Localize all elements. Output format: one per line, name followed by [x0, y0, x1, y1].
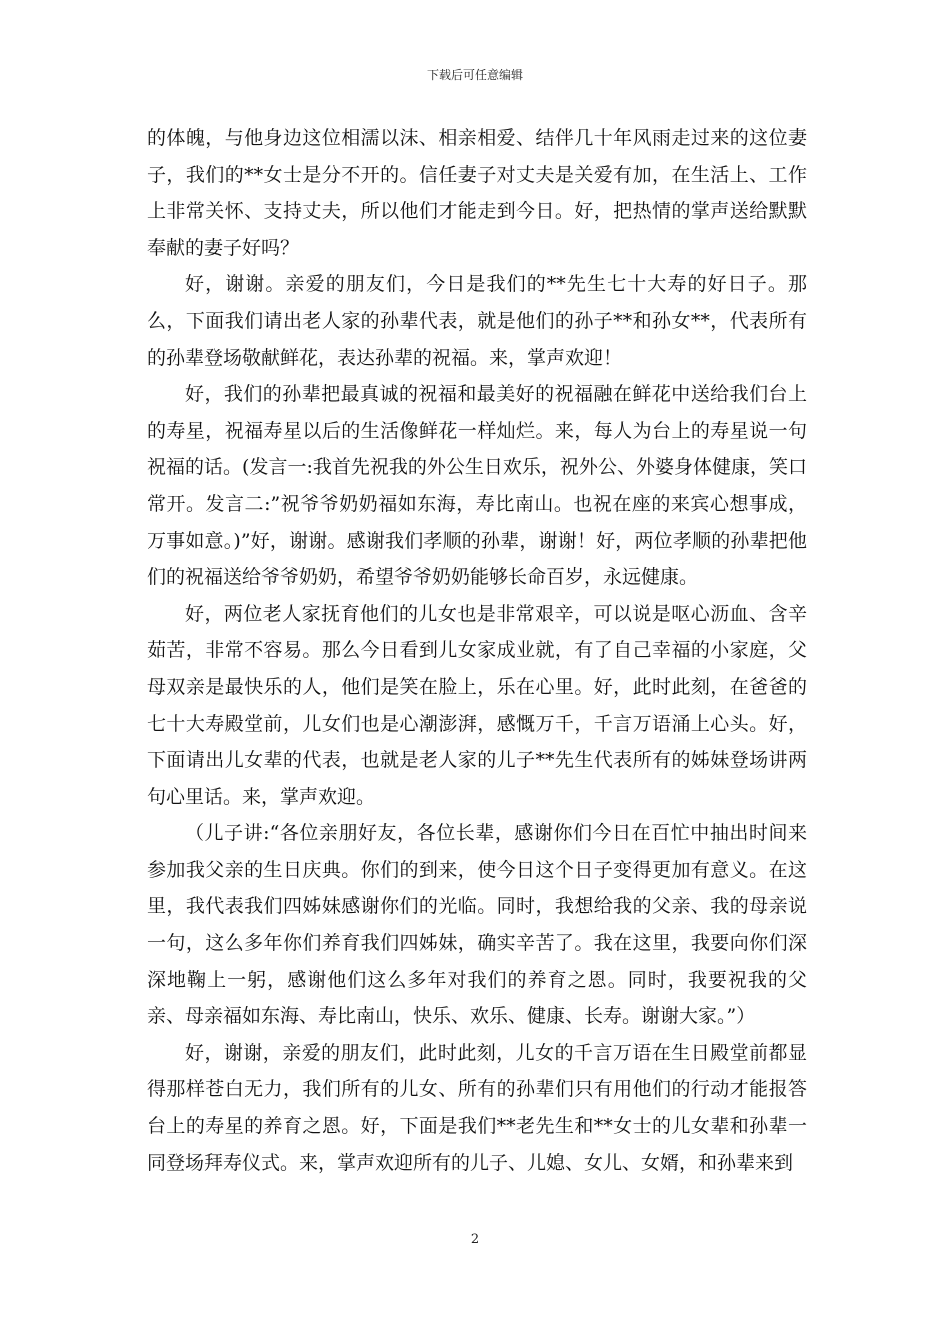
- paragraph-1: 的体魄，与他身边这位相濡以沫、相亲相爱、结伴几十年风雨走过来的这位妻子，我们的**女士是分不开的。信任妻子对丈夫是关爱有加，在生活上、工作上非常关怀、支持丈夫，所以他们才能走到今日。好，把热情的掌声送给默默奉献的妻子好吗？: [147, 127, 807, 259]
- page-header: 下载后可任意编辑: [426, 68, 523, 82]
- paragraph-4: 好，两位老人家抚育他们的儿女也是非常艰辛，可以说是呕心沥血、含辛茹苦，非常不容易。那么今日看到儿女家成业就，有了自己幸福的小家庭，父母双亲是最快乐的人，他们是笑在脸上，乐在心里。好，此时此刻，在爸爸的七十大寿殿堂前，儿女们也是心潮澎湃，感慨万千，千言万语涌上心头。好，下面请出儿女辈的代表，也就是老人家的儿子**先生代表所有的姊妹登场讲两句心里话。来，掌声欢迎。: [147, 602, 807, 808]
- paragraph-3: 好，我们的孙辈把最真诚的祝福和最美好的祝福融在鲜花中送给我们台上的寿星，祝福寿星以后的生活像鲜花一样灿烂。来，每人为台上的寿星说一句祝福的话。(发言一:我首先祝我的外公生日欢乐，祝外公、外婆身体健康，笑口常开。发言二:”祝爷爷奶奶福如东海，寿比南山。也祝在座的来宾心想事成，万事如意。)”好，谢谢。感谢我们孝顺的孙辈，谢谢！好，两位孝顺的孙辈把他们的祝福送给爷爷奶奶，希望爷爷奶奶能够长命百岁，永远健康。: [147, 383, 807, 589]
- paragraph-5: （儿子讲:“各位亲朋好友，各位长辈，感谢你们今日在百忙中抽出时间来参加我父亲的生日庆典。你们的到来，使今日这个日子变得更加有意义。在这里，我代表我们四姊妹感谢你们的光临。同时，我想给我的父亲、我的母亲说一句，这么多年你们养育我们四姊妹，确实辛苦了。我在这里，我要向你们深深地鞠上一躬，感谢他们这么多年对我们的养育之恩。同时，我要祝我的父亲、母亲福如东海、寿比南山，快乐、欢乐、健康、长寿。谢谢大家。”）: [147, 822, 807, 1028]
- body-text: [147, 120, 807, 1181]
- page-number: 2: [470, 1232, 480, 1247]
- paragraph-2: 好，谢谢。亲爱的朋友们，今日是我们的**先生七十大寿的好日子。那么，下面我们请出老人家的孙辈代表，就是他们的孙子**和孙女**，代表所有的孙辈登场敬献鲜花，表达孙辈的祝福。来，掌声欢迎！: [147, 273, 807, 369]
- paragraph-6: 好，谢谢，亲爱的朋友们，此时此刻，儿女的千言万语在生日殿堂前都显得那样苍白无力，我们所有的儿女、所有的孙辈们只有用他们的行动才能报答台上的寿星的养育之恩。好，下面是我们**老先生和**女士的儿女辈和孙辈一同登场拜寿仪式。来，掌声欢迎所有的儿子、儿媳、女儿、女婿，和孙辈来到: [147, 1041, 807, 1174]
